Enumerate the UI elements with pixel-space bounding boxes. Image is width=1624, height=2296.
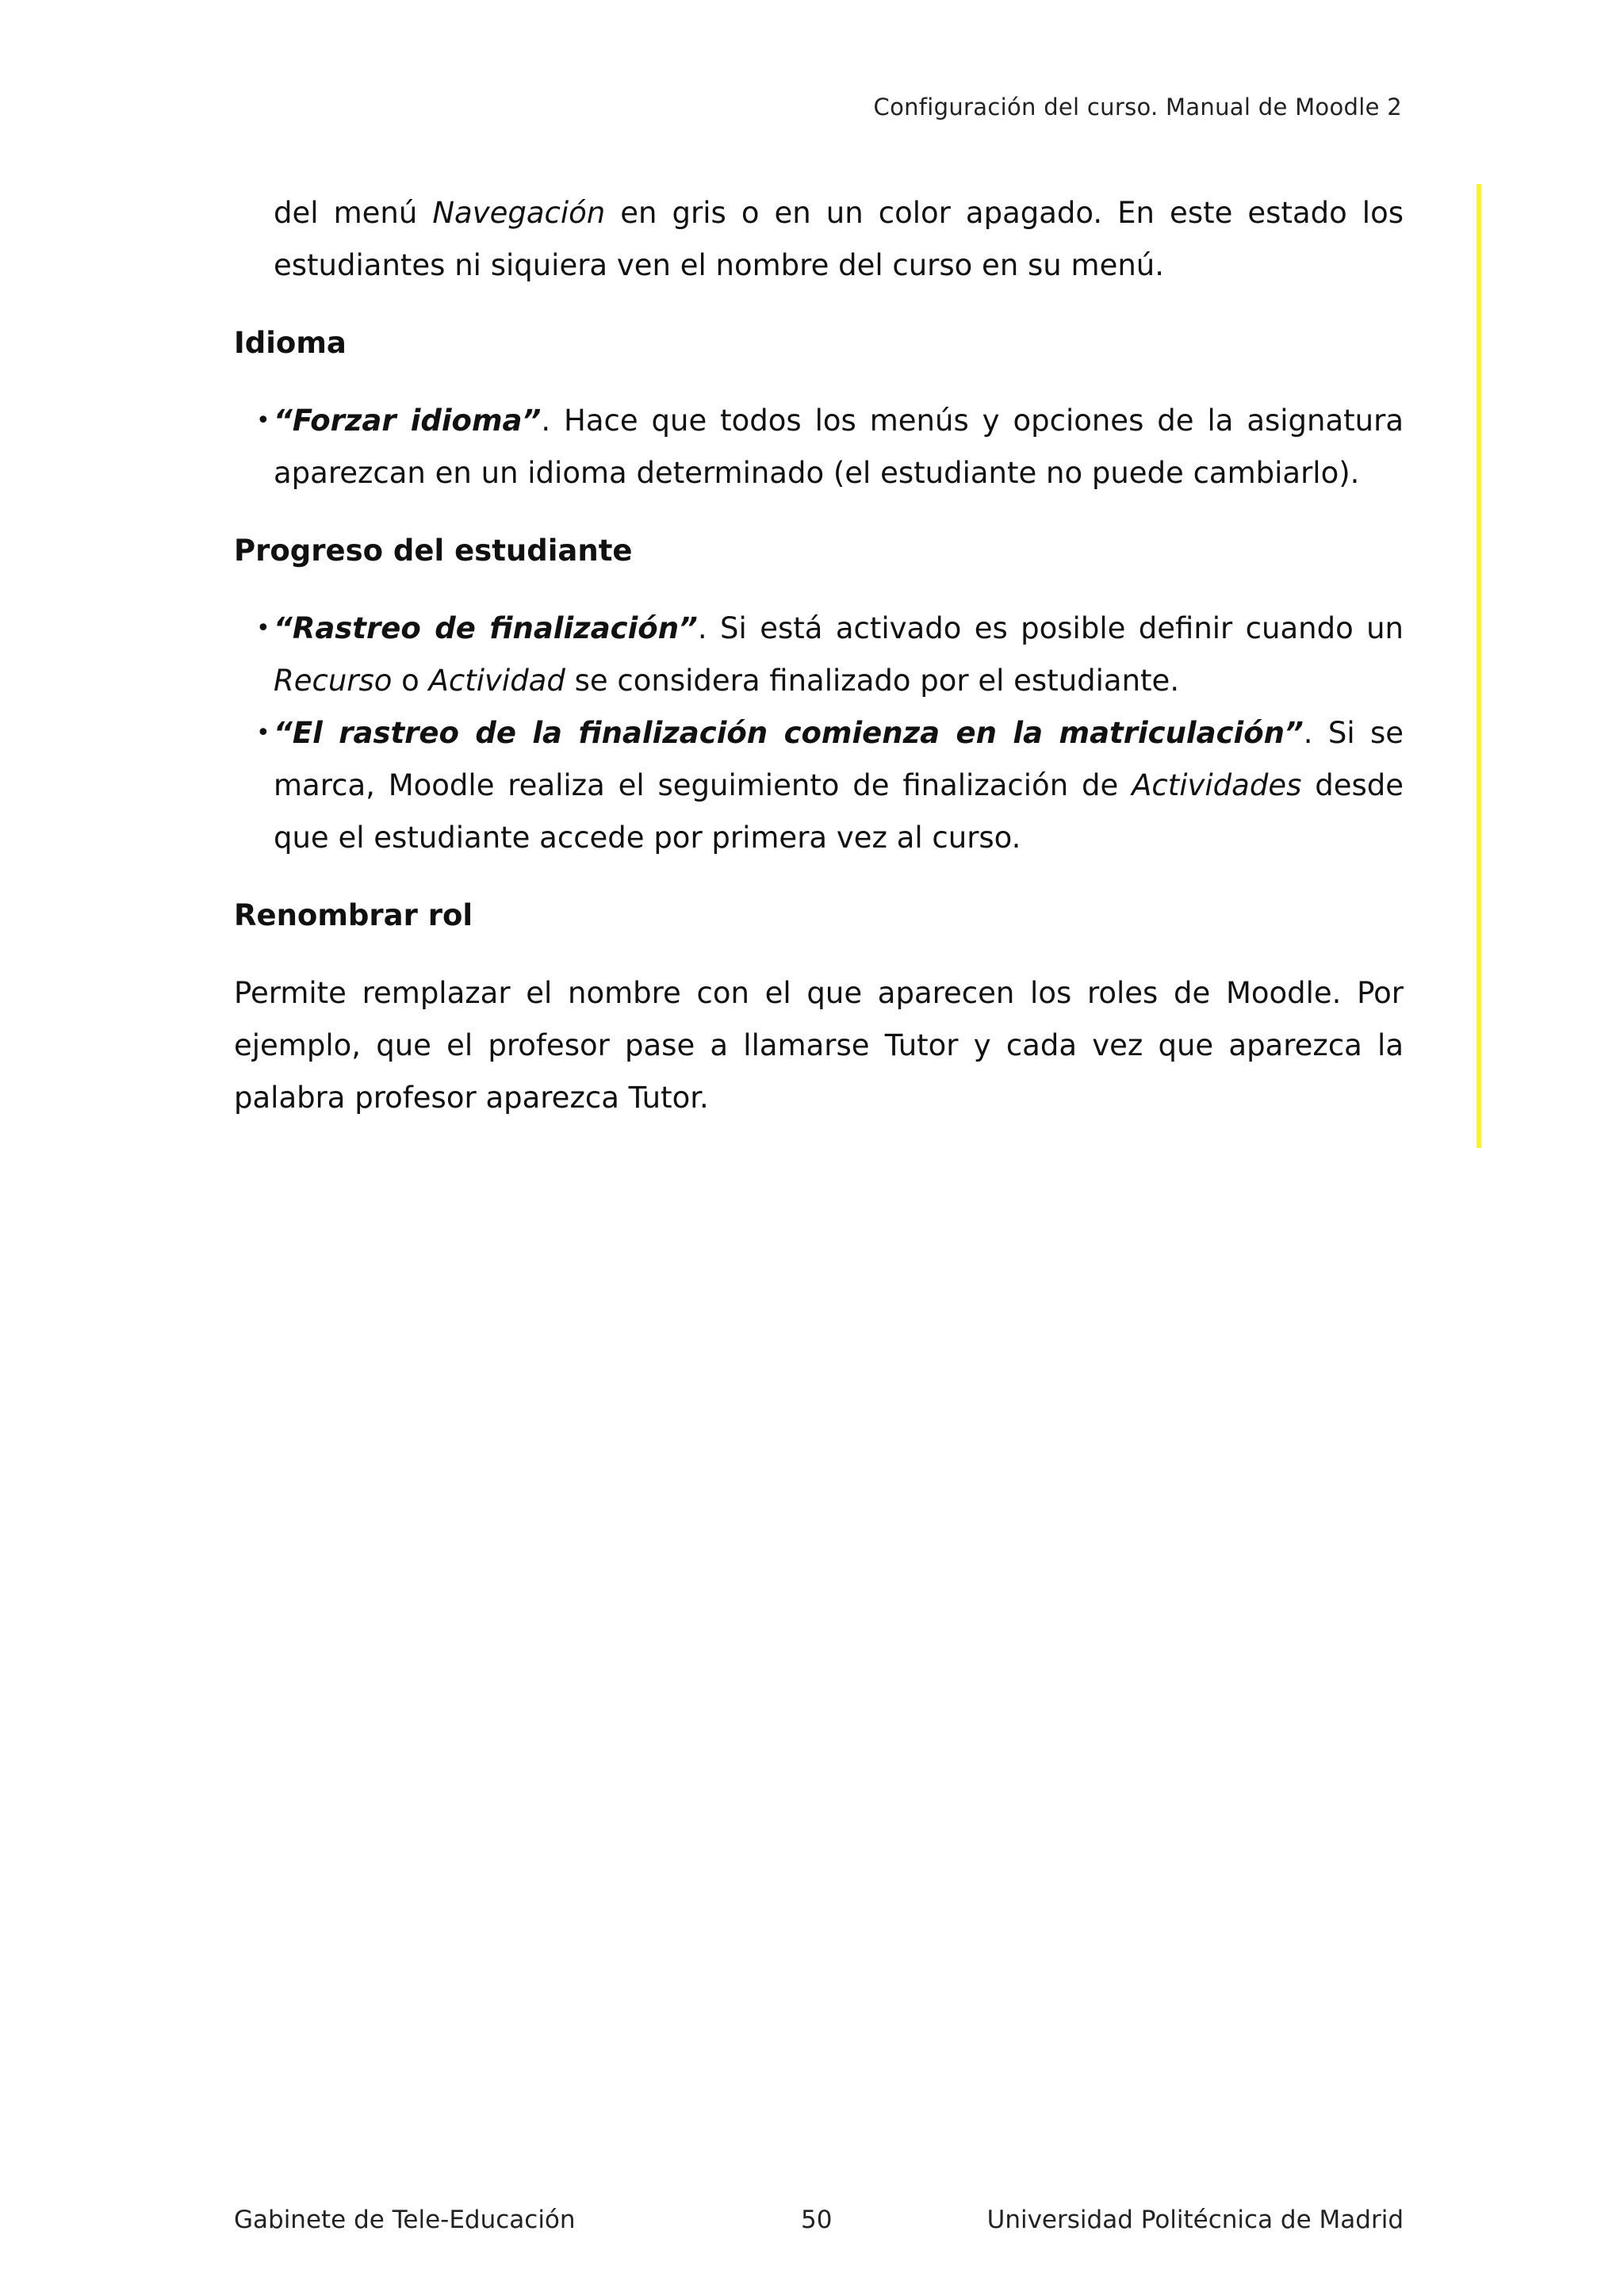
footer-right: Universidad Politécnica de Madrid <box>986 2206 1404 2234</box>
italic-term-actividad: Actividad <box>428 664 565 698</box>
option-description: o <box>392 664 429 698</box>
bullet-icon: • <box>256 719 270 747</box>
running-header: Configuración del curso. Manual de Moodle 2 <box>873 94 1402 121</box>
intro-paragraph <box>234 187 1404 292</box>
bullet-icon: • <box>256 614 270 642</box>
renombrar-paragraph: Permite remplazar el nombre con el que aparecen los roles de Moodle. Por ejemplo, que el profesor pase a llamarse Tutor y cada vez que aparezca la palabra profesor aparezca Tutor. <box>234 976 1404 1115</box>
intro-text-1: del menú <box>274 196 433 230</box>
option-description: . Si se marca, Moodle realiza el seguimiento de finalización de <box>274 716 1404 802</box>
option-name: “Rastreo de finalización” <box>274 611 698 645</box>
option-name: “El rastreo de la finalización comienza en la matriculación” <box>274 716 1304 750</box>
list-item <box>234 603 1404 707</box>
option-description: . Si está activado es posible definir cuando un <box>697 611 1404 645</box>
intro-text-2: en gris o en un color apagado. En este estado los estudiantes ni siquiera ven el nombre del curso en su menú. <box>274 196 1404 282</box>
change-margin-bar <box>1477 184 1481 1148</box>
heading-idioma: Idioma <box>234 326 347 360</box>
document-body <box>234 187 1404 1124</box>
option-description: desde que el estudiante accede por primera vez al curso. <box>274 768 1404 855</box>
italic-term-recurso: Recurso <box>274 664 393 698</box>
option-name: “Forzar idioma” <box>274 404 542 438</box>
heading-progreso: Progreso del estudiante <box>234 534 633 568</box>
italic-term-actividades: Actividades <box>1132 768 1302 802</box>
list-item <box>234 395 1404 499</box>
option-description: . Hace que todos los menús y opciones de la asignatura aparezcan en un idioma determinado (el estudiante no puede cambiarlo). <box>274 404 1404 490</box>
progreso-list <box>234 603 1404 864</box>
list-item <box>234 707 1404 864</box>
intro-italic-navegacion: Navegación <box>432 196 606 230</box>
idioma-list <box>234 395 1404 499</box>
option-description: se considera finalizado por el estudiante. <box>565 664 1180 698</box>
page-number: 50 <box>801 2206 833 2234</box>
bullet-icon: • <box>256 407 270 434</box>
heading-renombrar-rol: Renombrar rol <box>234 898 473 932</box>
footer-left: Gabinete de Tele-Educación <box>234 2206 576 2234</box>
